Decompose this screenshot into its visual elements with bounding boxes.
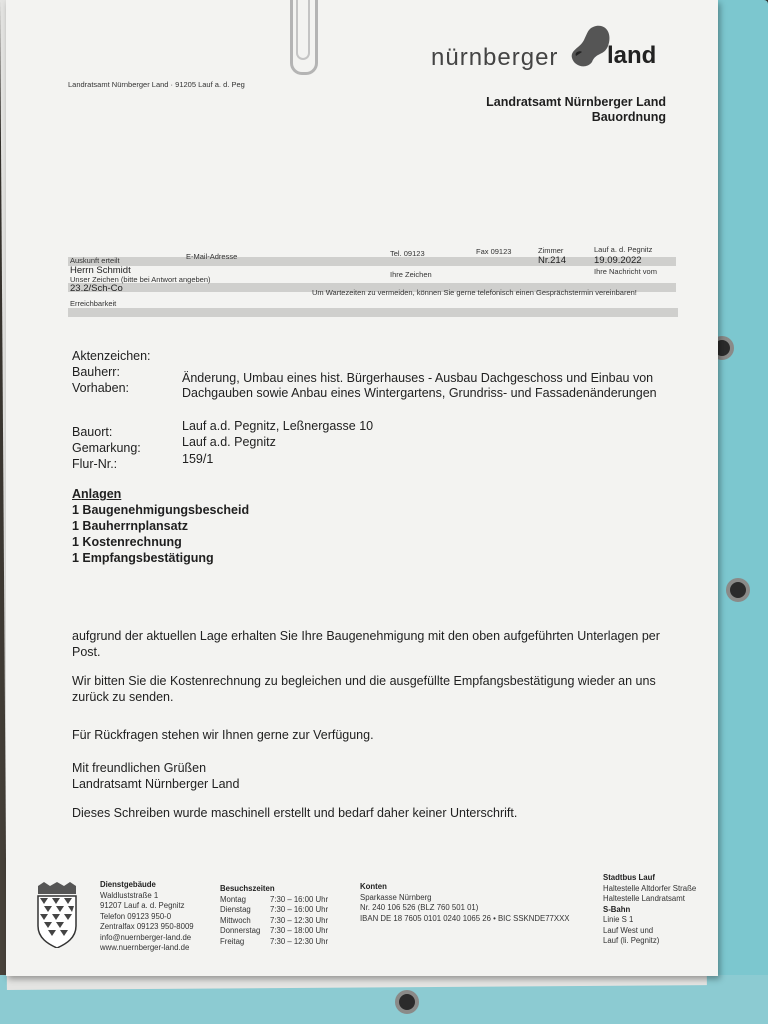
footer-line: 91207 Lauf a. d. Pegnitz bbox=[100, 901, 185, 910]
footer-line: Nr. 240 106 526 (BLZ 760 501 01) bbox=[360, 903, 479, 912]
zimmer-value: Nr.214 bbox=[538, 255, 566, 266]
body-paragraph-2: Wir bitten Sie die Kostenrechnung zu begleichen und die ausgefüllte Empfangsbestätigung wieder an uns zurück zu senden. bbox=[72, 674, 656, 704]
annex-title: Anlagen bbox=[72, 487, 122, 501]
footer-line: Haltestelle Altdorfer Straße bbox=[603, 883, 697, 893]
hours-time: 7:30 – 16:00 Uhr bbox=[270, 905, 329, 914]
hours-day: Mittwoch bbox=[220, 915, 251, 925]
annex-item: 1 Bauherrnplansatz bbox=[72, 519, 189, 533]
info-band bbox=[68, 257, 676, 266]
footer-building bbox=[100, 880, 194, 954]
footer-line: Sparkasse Nürnberg bbox=[360, 892, 432, 902]
gemarkung-value: Lauf a.d. Pegnitz bbox=[182, 435, 276, 449]
unser-zeichen-value: 23.2/Sch-Co bbox=[70, 283, 123, 294]
hours-time: 7:30 – 12:30 Uhr bbox=[270, 936, 329, 946]
footer-website: www.nuernberger-land.de bbox=[100, 943, 190, 952]
footer-line: Lauf (li. Pegnitz) bbox=[603, 936, 660, 945]
footer-transit-title: Stadtbus Lauf bbox=[603, 873, 655, 882]
bauherr-label: Bauherr: bbox=[72, 365, 120, 379]
vorhaben-label: Vorhaben: bbox=[72, 381, 129, 395]
footer-email: info@nuernberger-land.de bbox=[100, 932, 192, 942]
footer-sbahn-title: S-Bahn bbox=[603, 904, 631, 914]
hours-day: Dienstag bbox=[220, 905, 251, 914]
footer-line: Lauf West und bbox=[603, 925, 654, 935]
closing-greeting: Mit freundlichen Grüßen bbox=[72, 761, 207, 775]
email-label: E-Mail-Adresse bbox=[186, 252, 238, 261]
fax-label: Fax 09123 bbox=[476, 247, 512, 256]
hours-day: Montag bbox=[220, 894, 247, 904]
footer-hours-title: Besuchszeiten bbox=[220, 884, 275, 893]
footer-line: Haltestelle Landratsamt bbox=[603, 894, 685, 903]
erreichbarkeit-label: Erreichbarkeit bbox=[70, 299, 117, 308]
tel-label: Tel. 09123 bbox=[390, 249, 425, 258]
hours-day: Freitag bbox=[220, 936, 245, 946]
footer-hours bbox=[220, 884, 328, 947]
letter-sheet bbox=[6, 0, 718, 976]
bauort-label: Bauort: bbox=[72, 425, 113, 439]
logo bbox=[431, 14, 671, 78]
footer-bank-title: Konten bbox=[360, 882, 387, 891]
folder-eyelet-icon bbox=[395, 990, 419, 1014]
contact-person: Herrn Schmidt bbox=[70, 265, 131, 276]
footer-line: Linie S 1 bbox=[603, 915, 634, 924]
hours-time: 7:30 – 18:00 Uhr bbox=[270, 926, 329, 935]
folder-eyelet-icon bbox=[726, 578, 750, 602]
footer-line: IBAN DE 18 7605 0101 0240 1065 26 • BIC SSKNDE77XXX bbox=[360, 913, 570, 923]
zimmer-label: Zimmer bbox=[538, 246, 564, 255]
gemarkung-label: Gemarkung: bbox=[72, 441, 141, 455]
auskunft-label: Auskunft erteilt bbox=[70, 256, 120, 265]
closing-authority: Landratsamt Nürnberger Land bbox=[72, 777, 240, 791]
ihre-zeichen-label: Ihre Zeichen bbox=[390, 270, 432, 279]
footer-bank bbox=[360, 882, 569, 924]
paperclip-inner bbox=[296, 0, 310, 60]
vorhaben-value: Änderung, Umbau eines hist. Bürgerhauses - Ausbau Dachgeschoss und Einbau von Dachgauben sowie Anbau eines Wintergartens, Grundriss- und Fassadenänderungen bbox=[182, 371, 657, 400]
authority-department: Bauordnung bbox=[591, 110, 666, 124]
footer-line: Zentralfax 09123 950-8009 bbox=[100, 922, 194, 931]
bauort-value: Lauf a.d. Pegnitz, Leßnergasse 10 bbox=[182, 419, 374, 433]
info-band bbox=[68, 308, 678, 317]
footer-transit bbox=[603, 873, 696, 947]
wartezeit-note: Um Wartezeiten zu vermeiden, können Sie gerne telefonisch einen Gesprächstermin vereinbaren! bbox=[312, 288, 637, 297]
footer-line: Telefon 09123 950-0 bbox=[100, 911, 172, 921]
hours-time: 7:30 – 16:00 Uhr bbox=[270, 894, 329, 904]
hours-table bbox=[220, 895, 328, 948]
bavarian-crest-icon bbox=[34, 882, 80, 948]
unser-zeichen-label: Unser Zeichen (bitte bei Antwort angeben) bbox=[70, 275, 211, 284]
hours-day: Donnerstag bbox=[220, 926, 261, 935]
aktenzeichen-label: Aktenzeichen: bbox=[72, 349, 151, 363]
flur-value: 159/1 bbox=[182, 452, 214, 466]
annex-list bbox=[72, 486, 249, 566]
annex-item: 1 Empfangsbestätigung bbox=[72, 551, 214, 565]
return-address: Landratsamt Nürnberger Land · 91205 Lauf a. d. Peg bbox=[68, 80, 245, 89]
footer-line: Waldluststraße 1 bbox=[100, 890, 159, 900]
hours-time: 7:30 – 12:30 Uhr bbox=[270, 915, 329, 925]
body-paragraph-3: Für Rückfragen stehen wir Ihnen gerne zur Verfügung. bbox=[72, 728, 374, 742]
ihre-nachricht-label: Ihre Nachricht vom bbox=[594, 267, 657, 276]
authority-name: Landratsamt Nürnberger Land bbox=[486, 95, 666, 109]
logo-text-left: nürnberger bbox=[431, 44, 559, 71]
logo-text-right: land bbox=[607, 42, 657, 69]
letter-date: 19.09.2022 bbox=[594, 255, 642, 266]
body-paragraph-1: aufgrund der aktuellen Lage erhalten Sie Ihre Baugenehmigung mit den oben aufgeführten Unterlagen per Post. bbox=[72, 629, 660, 659]
footer-building-title: Dienstgebäude bbox=[100, 880, 156, 889]
authority-header bbox=[486, 95, 666, 125]
ort-label: Lauf a. d. Pegnitz bbox=[594, 245, 653, 254]
flur-label: Flur-Nr.: bbox=[72, 457, 118, 471]
annex-item: 1 Baugenehmigungsbescheid bbox=[72, 503, 250, 517]
machine-note: Dieses Schreiben wurde maschinell erstellt und bedarf daher keiner Unterschrift. bbox=[72, 806, 518, 820]
annex-item: 1 Kostenrechnung bbox=[72, 535, 182, 549]
